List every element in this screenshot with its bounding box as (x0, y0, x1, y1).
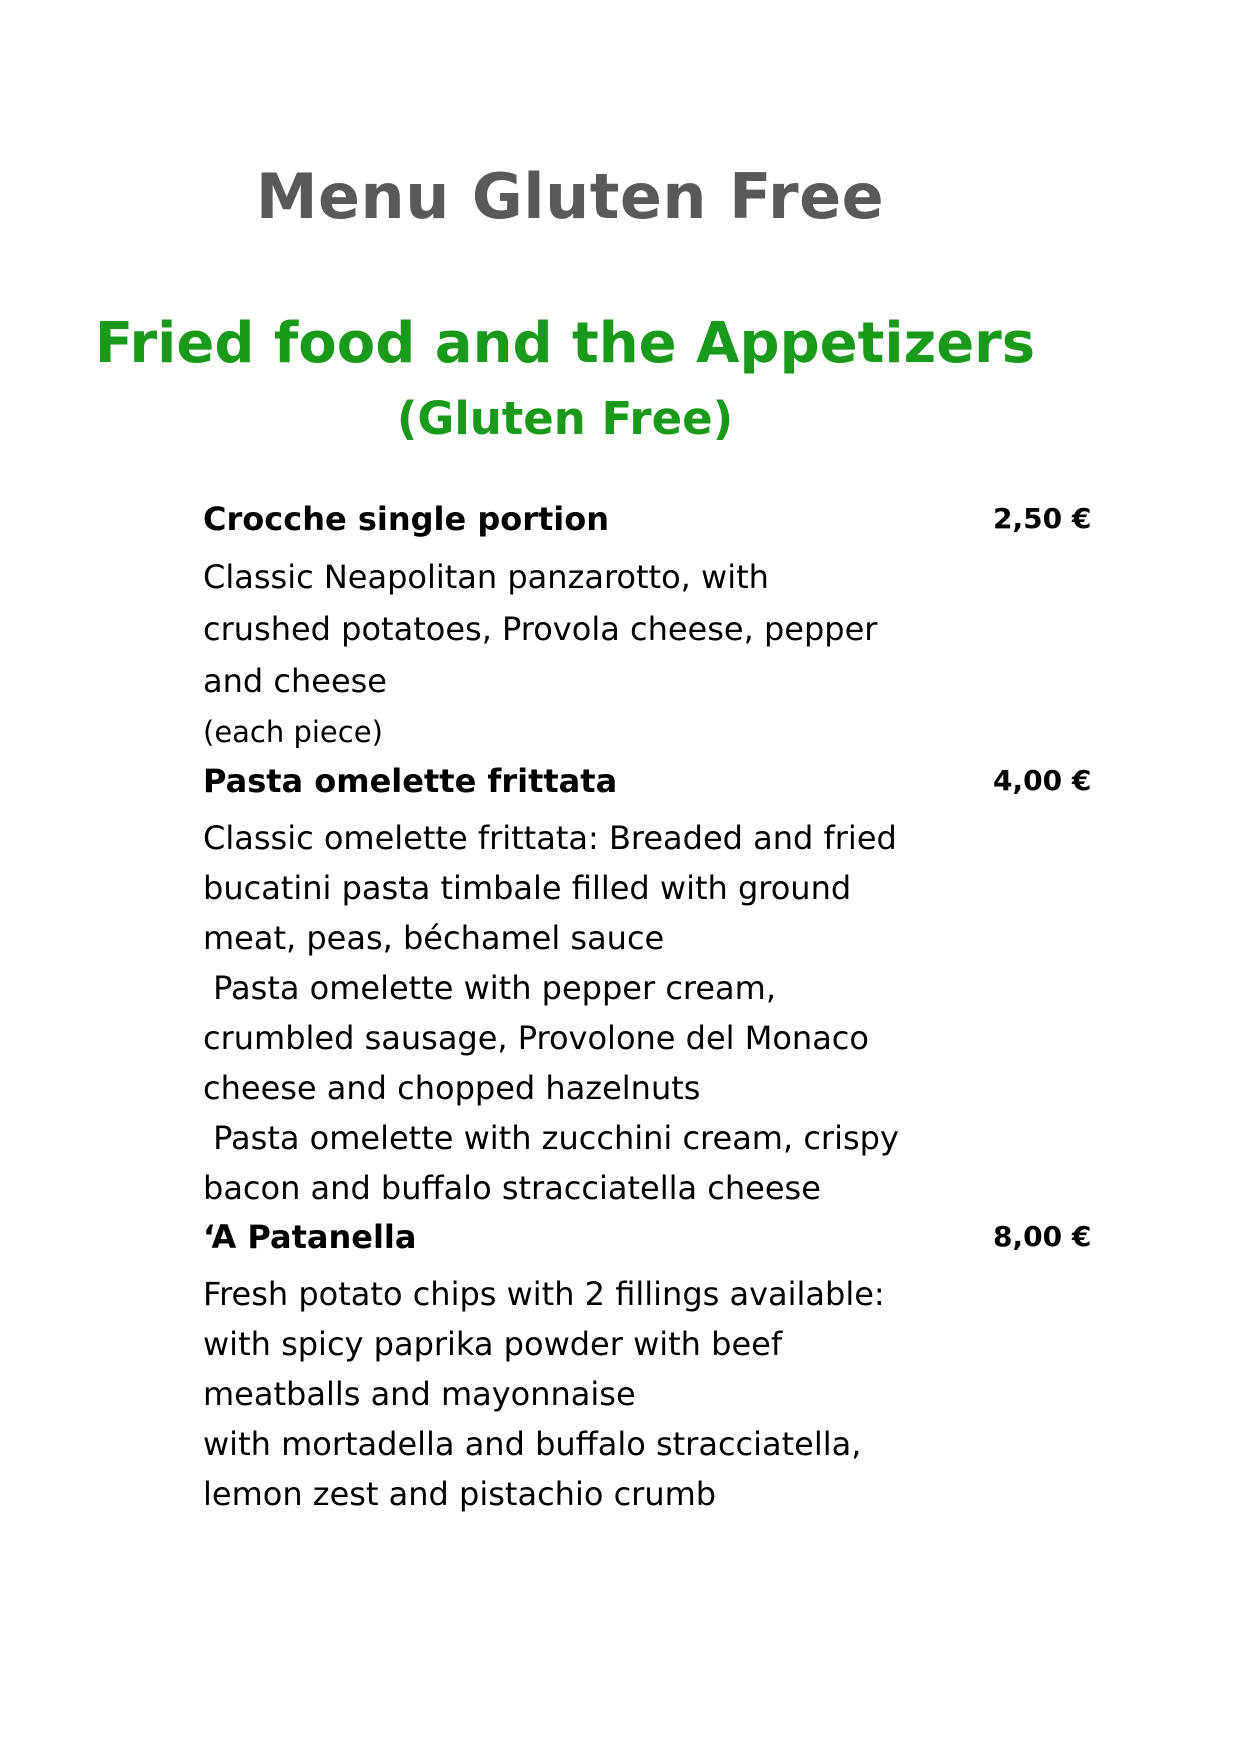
item-description-line: lemon zest and pistachio crumb (203, 1475, 717, 1513)
item-description-line: bacon and buffalo stracciatella cheese (203, 1169, 821, 1207)
menu-title: Menu Gluten Free (255, 160, 885, 233)
item-description-line: meatballs and mayonnaise (203, 1375, 636, 1413)
section-title: Fried food and the Appetizers (94, 311, 1036, 376)
item-price: 4,00 € (993, 764, 1092, 797)
item-name: Pasta omelette frittata (203, 762, 618, 800)
menu-item-patanella (203, 1213, 1103, 1519)
item-description-line: Classic omelette frittata: Breaded and fried (203, 819, 897, 857)
menu-item-crocche (203, 495, 1103, 757)
item-description-line: Fresh potato chips with 2 fillings available: (203, 1275, 885, 1313)
item-description-line: with spicy paprika powder with beef (203, 1325, 783, 1363)
item-description-line: Pasta omelette with pepper cream, (203, 969, 776, 1007)
menu-items (203, 495, 1103, 1519)
item-description-line: Classic Neapolitan panzarotto, with (203, 558, 769, 596)
menu-item-header (203, 495, 1103, 551)
item-description-line: meat, peas, béchamel sauce (203, 919, 665, 957)
item-description-line: bucatini pasta timbale filled with ground (203, 869, 852, 907)
menu-item-pasta-omelette (203, 757, 1103, 1213)
item-description-line: with mortadella and buffalo stracciatella, (203, 1425, 862, 1463)
menu-item-header (203, 1213, 1103, 1269)
item-note: (each piece) (203, 715, 383, 749)
item-price: 8,00 € (993, 1220, 1092, 1253)
item-description-line: cheese and chopped hazelnuts (203, 1069, 701, 1107)
item-description-line: Pasta omelette with zucchini cream, crispy (203, 1119, 899, 1157)
item-name: Crocche single portion (203, 500, 610, 538)
menu-item-header (203, 757, 1103, 813)
item-description-line: crumbled sausage, Provolone del Monaco (203, 1019, 869, 1057)
section-subtitle: (Gluten Free) (396, 392, 734, 445)
item-price: 2,50 € (993, 502, 1092, 535)
item-name: ‘A Patanella (203, 1218, 417, 1256)
item-description-line: crushed potatoes, Provola cheese, pepper (203, 610, 878, 648)
item-description-line: and cheese (203, 662, 387, 700)
